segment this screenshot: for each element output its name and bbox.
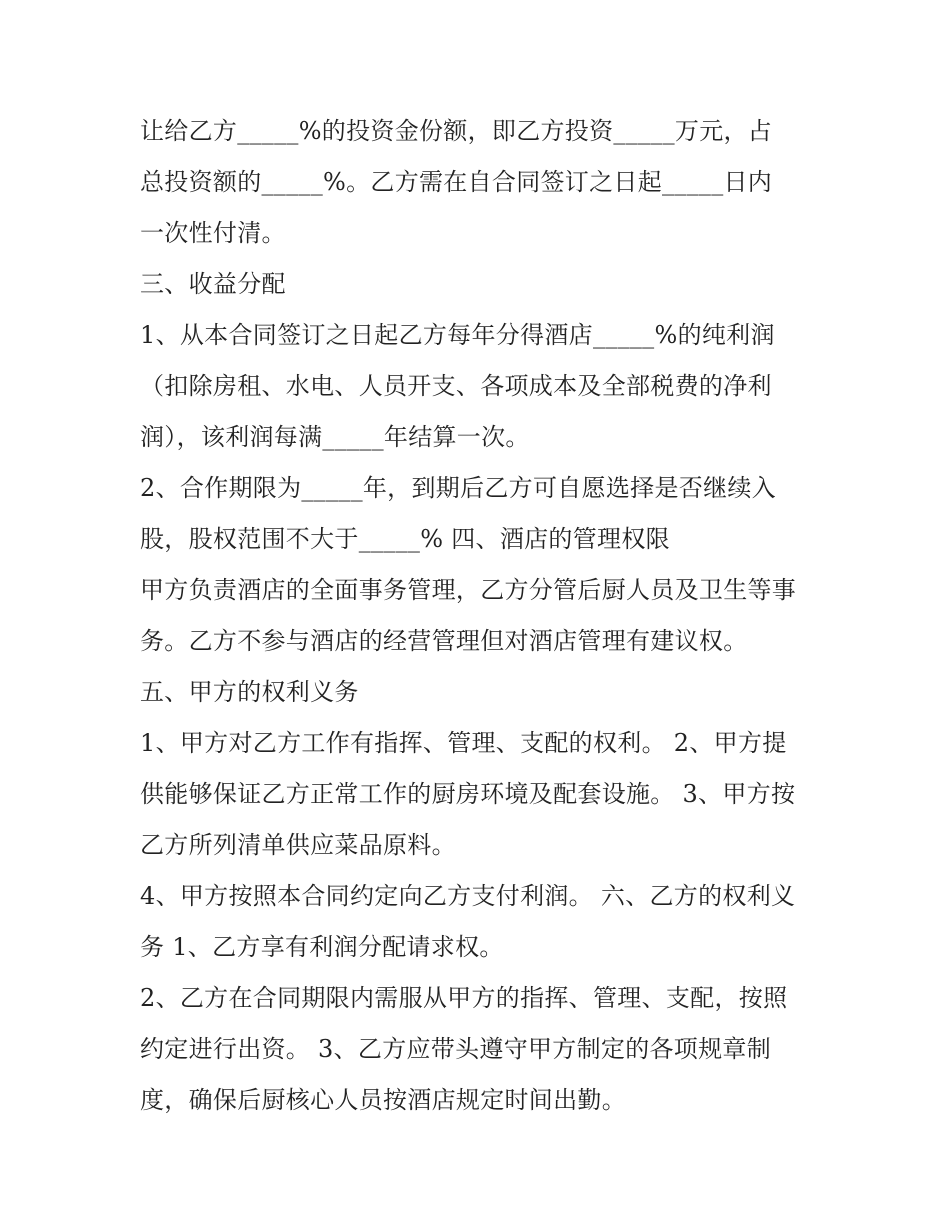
section-heading: 五、甲方的权利义务 — [140, 678, 359, 706]
text-line: 供能够保证乙方正常工作的厨房环境及配套设施。 3、甲方按 — [140, 780, 796, 808]
text-line: 让给乙方_____%的投资金份额，即乙方投资_____万元，占 — [140, 117, 773, 145]
text-line: 2、乙方在合同期限内需服从甲方的指挥、管理、支配，按照 — [140, 984, 788, 1012]
text-line: 一次性付清。 — [140, 219, 286, 247]
text-line: 务。乙方不参与酒店的经营管理但对酒店管理有建议权。 — [140, 627, 748, 655]
text-line: 润），该利润每满_____年结算一次。 — [140, 423, 530, 451]
text-line: 乙方所列清单供应菜品原料。 — [140, 831, 456, 859]
text-line: 1、从本合同签订之日起乙方每年分得酒店_____%的纯利润 — [140, 321, 775, 349]
section-heading: 三、收益分配 — [140, 270, 286, 298]
text-line: （扣除房租、水电、人员开支、各项成本及全部税费的净利 — [140, 372, 772, 400]
text-line: 务 1、乙方享有利润分配请求权。 — [140, 933, 504, 961]
text-line: 约定进行出资。 3、乙方应带头遵守甲方制定的各项规章制 — [140, 1035, 771, 1063]
text-line: 2、合作期限为_____年，到期后乙方可自愿选择是否继续入 — [140, 474, 776, 502]
document-body — [140, 106, 820, 1126]
text-line: 度，确保后厨核心人员按酒店规定时间出勤。 — [140, 1086, 626, 1114]
text-line: 1、甲方对乙方工作有指挥、管理、支配的权利。 2、甲方提 — [140, 729, 787, 757]
text-line: 总投资额的_____%。乙方需在自合同签订之日起_____日内 — [140, 168, 773, 196]
text-line: 甲方负责酒店的全面事务管理，乙方分管后厨人员及卫生等事 — [140, 576, 797, 604]
text-line: 股，股权范围不大于_____% 四、酒店的管理权限 — [140, 525, 670, 553]
text-line: 4、甲方按照本合同约定向乙方支付利润。 六、乙方的权利义 — [140, 882, 796, 910]
